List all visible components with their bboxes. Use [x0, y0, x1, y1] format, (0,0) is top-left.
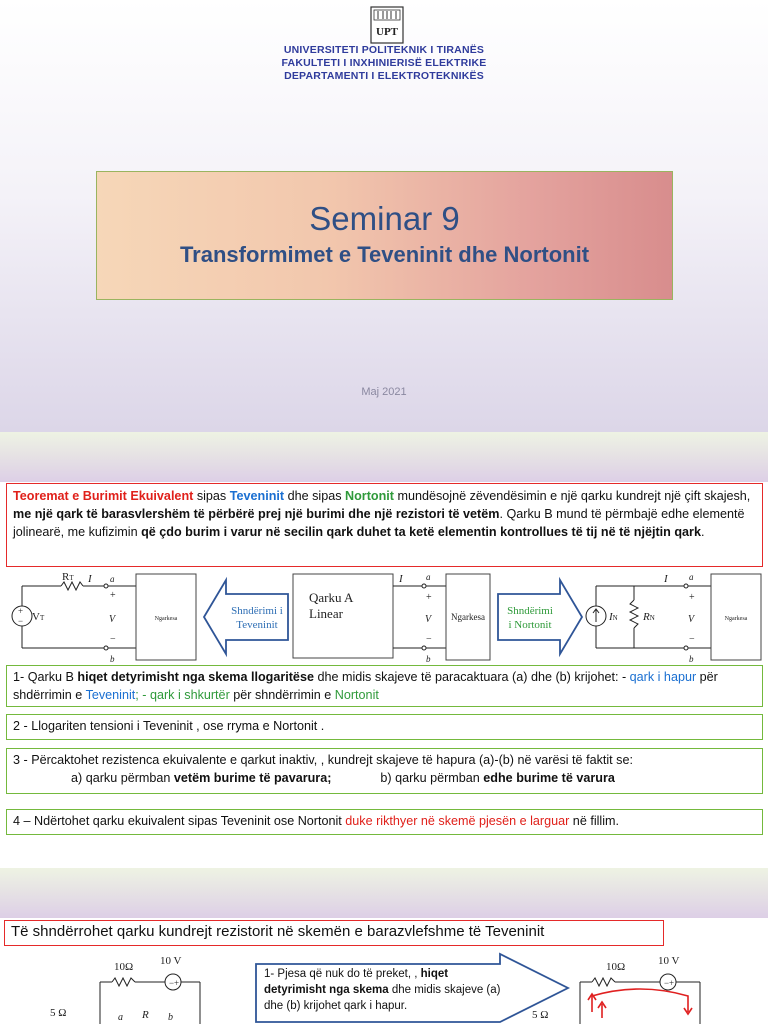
rt-subscript: T [69, 574, 74, 582]
rt-label: R [62, 571, 70, 583]
example-slide [0, 868, 768, 1024]
source-label-10v: 10 V [658, 955, 680, 967]
node-b-label: b [689, 654, 694, 664]
title-slide [0, 0, 768, 432]
intro-text: sipas [193, 489, 230, 503]
step-text: dhe midis skajeve të paracaktuara (a) dhe (b) krijohet: - [313, 670, 630, 684]
svg-text:RN [642, 611, 655, 623]
step-text: 2 - Llogariten tensioni i Teveninit , ose rryma e Nortonit . [13, 719, 325, 733]
step-text: 4 – Ndërtohet qarku ekuivalent sipas Teveninit ose Nortonit [13, 814, 346, 828]
voltage-plus: + [689, 592, 695, 603]
header-band [0, 868, 768, 918]
intro-box [6, 483, 763, 567]
load-resistor-label: R [142, 1009, 149, 1021]
institution-lines [0, 44, 768, 83]
source-label-10v: 10 V [160, 955, 182, 967]
intro-text: . Qarku B mund të përmbajë edhe elementë jolinearë, me kufizimin [13, 507, 745, 539]
seminar-subtitle: Transformimet e Teveninit dhe Nortonit [179, 242, 590, 267]
step-red-text: duke rikthyer në skemë pjesën e larguar [345, 814, 570, 828]
voltage-plus: + [426, 592, 432, 603]
intro-text: dhe sipas [284, 489, 346, 503]
intro-text: mundësojnë zëvendësimin e një qarku kundrejt një çift skajesh, [393, 489, 751, 503]
thevenin-arrow-label: Shndërimi i [231, 605, 283, 617]
step-text: 1- Qarku B [13, 670, 78, 684]
note-plain: 1- Pjesa që nuk do të preket, , [264, 968, 421, 980]
intro-term-norton: Nortonit [345, 489, 394, 503]
thevenin-arrow-label: Teveninit [236, 619, 278, 631]
source-minus: − [664, 978, 670, 988]
logo-text: UPT [376, 26, 398, 38]
load-label: Ngarkesa [451, 612, 485, 622]
step-emphasis: hiqet detyrimisht nga skema llogaritëse [77, 670, 314, 684]
node-a-label: a [110, 574, 115, 584]
current-label: I [88, 573, 92, 585]
department-name: DEPARTAMENTI I ELEKTROTEKNIKËS [284, 70, 484, 82]
faculty-name: FAKULTETI I INXHINIERISË ELEKTRIKE [281, 57, 487, 69]
in-subscript: N [612, 614, 618, 622]
step-text: në fillim. [569, 814, 619, 828]
intro-text: . [700, 525, 705, 539]
intro-emphasis: që çdo burim i varur në secilin qark duhet ta ketë elementin kontrollues të tij në të njëjtin qark [141, 525, 701, 539]
voltage-plus: + [110, 590, 116, 601]
seminar-title: Seminar 9 [309, 200, 460, 237]
source-minus: − [169, 978, 175, 988]
node-b-label: b [168, 1012, 173, 1023]
intro-term-thevenin: Teveninit [229, 489, 285, 503]
center-box-label: Qarku A [309, 590, 354, 605]
load-label: Ngarkesa [724, 616, 748, 622]
node-a-label: a [118, 1012, 123, 1023]
node-b-label: b [110, 654, 115, 664]
norton-term: Nortonit [334, 688, 379, 702]
load-label: Ngarkesa [154, 616, 178, 622]
title-box [96, 171, 673, 300]
current-loop-arrows [588, 989, 692, 1018]
step-emphasis: edhe burime të varura [483, 771, 615, 785]
university-logo [369, 6, 405, 44]
voltage-minus: − [689, 634, 695, 645]
thevenin-arrow-shape [204, 580, 288, 654]
voltage-label: V [688, 614, 695, 625]
source-minus: − [18, 616, 24, 626]
step-3-cases [13, 769, 756, 787]
intro-term-theorems: Teoremat e Burimit Ekuivalent [13, 489, 194, 503]
note-text [264, 966, 512, 1014]
resistor-label-5ohm: 5 Ω [532, 1009, 549, 1021]
task-statement: Të shndërrohet qarku kundrejt rezistorit në skemën e barazvlefshme të Teveninit [4, 920, 664, 946]
source-plus: + [18, 606, 24, 616]
in-label: I [609, 611, 613, 623]
source-plus: + [669, 978, 675, 988]
note-plain: dhe midis skajeve (a) dhe (b) krijohet qark i hapur. [264, 984, 501, 1012]
voltage-label: V [109, 614, 116, 625]
university-name: UNIVERSITETI POLITEKNIK I TIRANËS [283, 44, 485, 56]
node-a-label: a [689, 572, 694, 582]
step-text: b) qarku përmban [380, 771, 484, 785]
voltage-minus: − [426, 634, 432, 645]
rn-label: R [643, 611, 650, 623]
step-text: për shndërrimin e [229, 688, 335, 702]
note-emphasis: hiqet detyrimisht nga skema [264, 968, 449, 996]
resistor-label-10ohm: 10Ω [114, 961, 134, 973]
header-band [0, 432, 768, 482]
svg-text:IN [608, 611, 618, 623]
source-plus: + [174, 978, 180, 988]
step-1 [6, 665, 763, 707]
short-circuit-term: ; - qark i shkurtër [135, 688, 230, 702]
svg-text:RT [62, 571, 74, 583]
theory-slide [0, 432, 768, 868]
vt-subscript: T [39, 614, 45, 622]
vt-label: V [32, 611, 40, 623]
step-text: për shdërrimin e [13, 670, 718, 702]
norton-arrow-shape [498, 580, 582, 654]
example-circuit-left [40, 952, 220, 1024]
resistor-label-10ohm: 10Ω [606, 961, 626, 973]
step-2 [6, 714, 763, 740]
current-label: I [399, 573, 403, 585]
node-b-label: b [426, 654, 431, 664]
rn-subscript: N [649, 614, 655, 622]
current-label: I [664, 573, 668, 585]
equivalent-circuits-figure [6, 570, 763, 664]
resistor-label-5ohm: 5 Ω [50, 1007, 67, 1019]
step-4 [6, 809, 763, 835]
example-circuit-right [520, 952, 768, 1024]
voltage-minus: − [110, 634, 116, 645]
voltage-label: V [425, 614, 432, 625]
thevenin-term: Teveninit [85, 688, 136, 702]
step-emphasis: vetëm burime të pavarura; [173, 771, 332, 785]
norton-arrow-label: Shndërimi [507, 605, 553, 617]
norton-arrow-label: i Nortonit [508, 619, 552, 631]
step-text: a) qarku përmban [71, 771, 174, 785]
step-3 [6, 748, 763, 794]
node-a-label: a [426, 572, 431, 582]
center-box-label: Linear [309, 606, 343, 621]
seminar-date: Maj 2021 [361, 386, 407, 398]
step-text: 3 - Përcaktohet rezistenca ekuivalente e qarkut inaktiv, , kundrejt skajeve të hapura (a)-(b) në varësi të faktit se: [13, 753, 633, 767]
svg-text:VT [32, 611, 45, 623]
open-circuit-term: qark i hapur [629, 670, 697, 684]
intro-emphasis: me një qark të barasvlershëm të përbërë prej një burimi dhe një rezistori të vetëm [13, 507, 500, 521]
